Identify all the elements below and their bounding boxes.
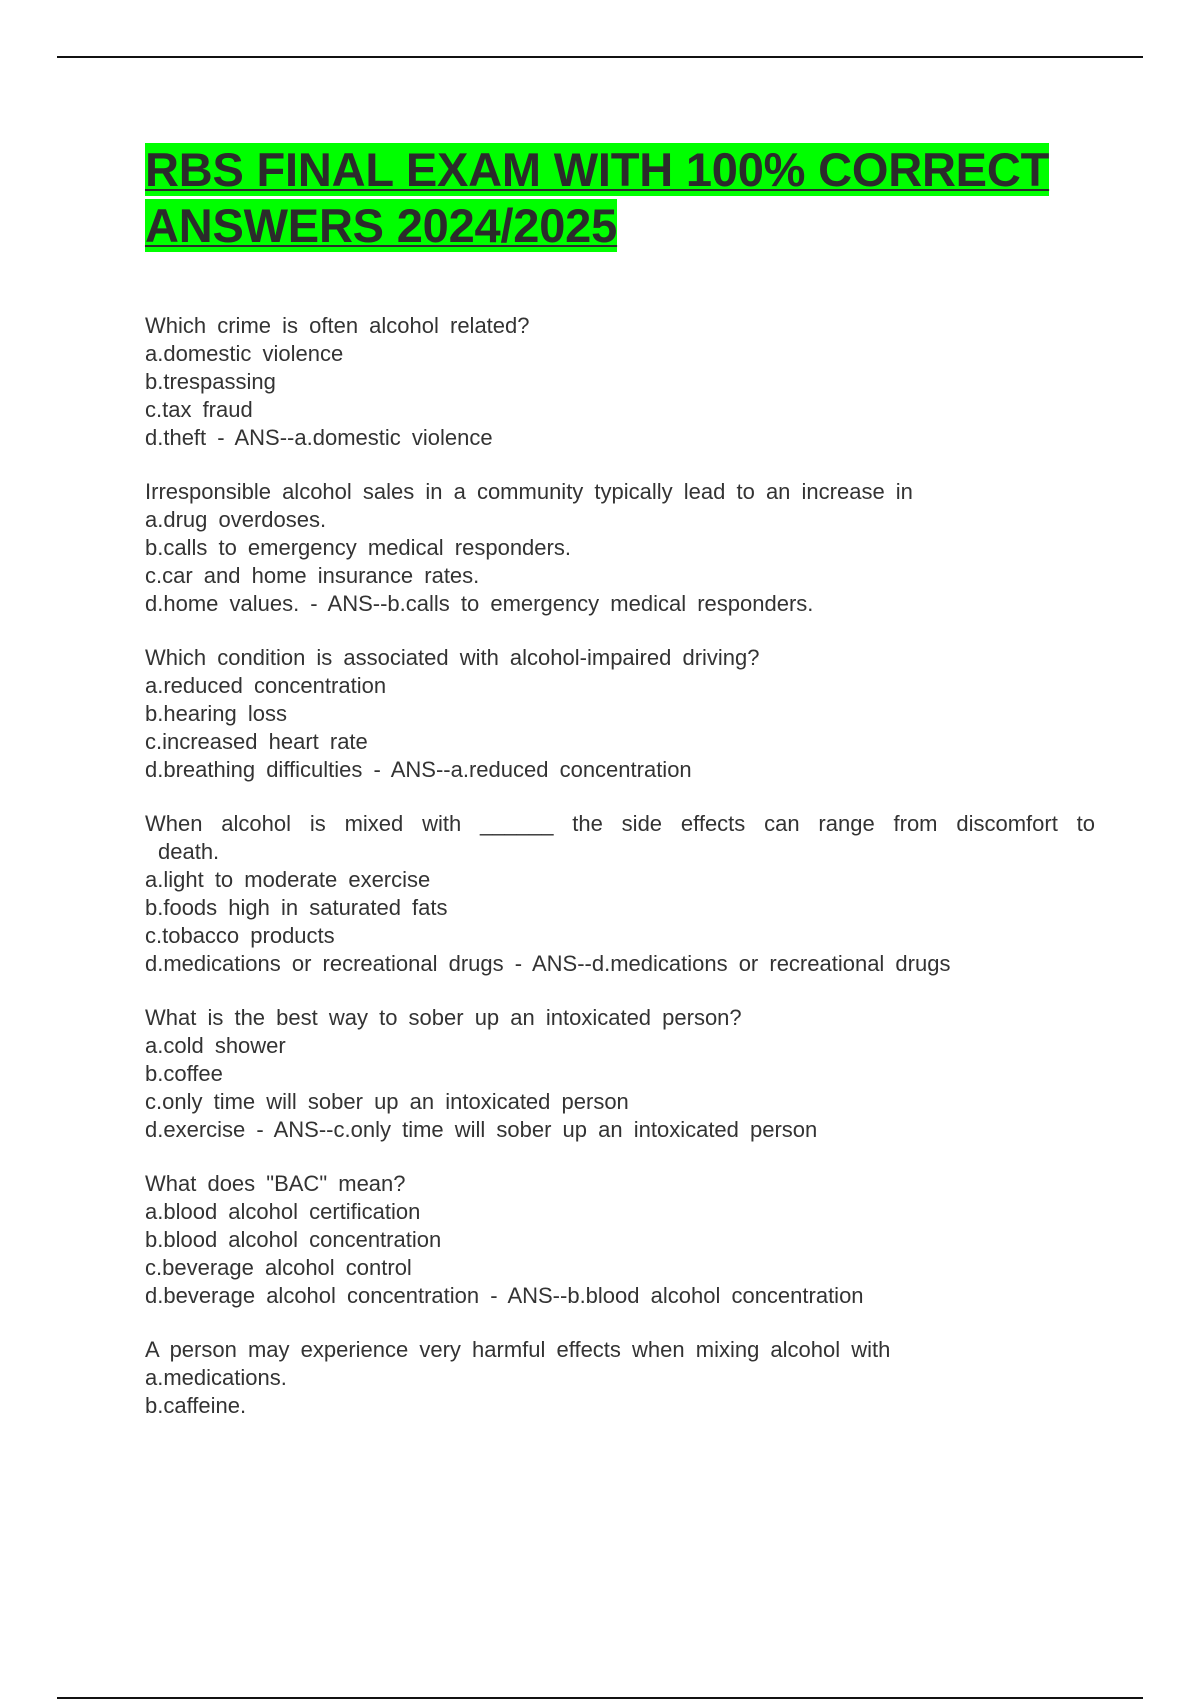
question-text: Which condition is associated with alcohol-impaired driving? [145, 645, 760, 670]
question-text: A person may experience very harmful effects when mixing alcohol with [145, 1337, 891, 1362]
answer-option-with-key: d.home values. - ANS--b.calls to emergency medical responders. [145, 591, 814, 616]
question-text: Which crime is often alcohol related? [145, 313, 530, 338]
question-block-2 [145, 478, 1095, 618]
question-block-3 [145, 644, 1095, 784]
answer-option: b.foods high in saturated fats [145, 895, 448, 920]
question-list [145, 312, 1095, 1446]
answer-option: a.cold shower [145, 1033, 286, 1058]
answer-option: a.domestic violence [145, 341, 344, 366]
footer-rule [57, 1697, 1143, 1699]
question-text: What is the best way to sober up an intoxicated person? [145, 1005, 742, 1030]
answer-option: b.caffeine. [145, 1393, 247, 1418]
question-block-4 [145, 810, 1095, 978]
answer-option-with-key: d.theft - ANS--a.domestic violence [145, 425, 493, 450]
answer-option: c.beverage alcohol control [145, 1255, 412, 1280]
answer-option: c.tax fraud [145, 397, 253, 422]
answer-option: a.reduced concentration [145, 673, 387, 698]
header-rule [57, 56, 1143, 58]
question-block-5 [145, 1004, 1095, 1144]
answer-option: a.drug overdoses. [145, 507, 327, 532]
document-title [145, 142, 1085, 254]
question-block-6 [145, 1170, 1095, 1310]
answer-option: b.calls to emergency medical responders. [145, 535, 571, 560]
answer-option-with-key: d.exercise - ANS--c.only time will sober up an intoxicated person [145, 1117, 818, 1142]
answer-option: b.hearing loss [145, 701, 287, 726]
answer-option: a.medications. [145, 1365, 287, 1390]
answer-option: b.trespassing [145, 369, 276, 394]
question-text-continued: death. [158, 839, 220, 864]
answer-option-with-key: d.beverage alcohol concentration - ANS--b.blood alcohol concentration [145, 1283, 864, 1308]
answer-option-with-key: d.medications or recreational drugs - ANS--d.medications or recreational drugs [145, 951, 951, 976]
answer-option: c.car and home insurance rates. [145, 563, 480, 588]
answer-option: b.coffee [145, 1061, 223, 1086]
answer-option-with-key: d.breathing difficulties - ANS--a.reduced concentration [145, 757, 692, 782]
answer-option: a.light to moderate exercise [145, 867, 431, 892]
question-block-7 [145, 1336, 1095, 1420]
answer-option: c.tobacco products [145, 923, 335, 948]
question-text: When alcohol is mixed with ______ the side effects can range from discomfort to [145, 811, 1095, 836]
question-block-1 [145, 312, 1095, 452]
answer-option: b.blood alcohol concentration [145, 1227, 442, 1252]
question-text: Irresponsible alcohol sales in a community typically lead to an increase in [145, 479, 913, 504]
answer-option: c.only time will sober up an intoxicated person [145, 1089, 629, 1114]
question-text: What does "BAC" mean? [145, 1171, 406, 1196]
answer-option: a.blood alcohol certification [145, 1199, 421, 1224]
answer-option: c.increased heart rate [145, 729, 368, 754]
document-title-text: RBS FINAL EXAM WITH 100% CORRECT ANSWERS 2024/2025 [145, 143, 1050, 252]
